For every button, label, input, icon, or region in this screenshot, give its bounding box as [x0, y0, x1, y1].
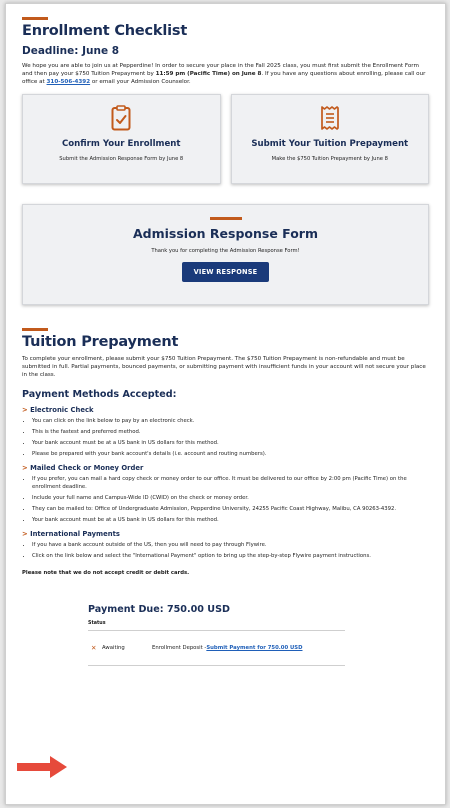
checklist-intro: We hope you are able to join us at Pepperdine! In order to secure your place in the Fall 2025 class, you must first submit the Enrollment Form and then pay your $750 Tuition Prepayment by 11:59 pm (Pacific Time) on June 8. If you have any questions about enrolling, please call our office at 310-506-4392 or email your Admission Counselor.	[22, 63, 426, 85]
confirm-enrollment-sub: Submit the Admission Response Form by June 8	[59, 156, 184, 162]
receipt-icon	[232, 105, 429, 131]
payment-due-title: Payment Due: 750.00 USD	[88, 604, 230, 615]
tuition-title: Tuition Prepayment	[22, 334, 179, 350]
list-item: • If you prefer, you can mail a hard copy check or money order to our office. It must be delivered to our office by 2:00 pm (Pacific Time) on the enrollment deadline.	[32, 475, 429, 491]
mailed-check-list	[22, 475, 429, 524]
list-item: • This is the fastest and preferred method.	[32, 428, 429, 436]
tuition-prepayment-title: Submit Your Tuition Prepayment	[251, 139, 409, 149]
payment-row	[88, 644, 429, 652]
deadline: Deadline: June 8	[22, 45, 120, 57]
divider	[88, 665, 345, 666]
mailed-check-heading: > Mailed Check or Money Order	[22, 464, 144, 472]
checklist-cards	[22, 94, 429, 184]
tuition-prepayment-sub: Make the $750 Tuition Prepayment by June 8	[271, 156, 388, 162]
list-item: • Click on the link below and select the "International Payment" option to bring up the step-by-step Flywire payment instructions.	[32, 552, 429, 560]
electronic-check-heading: > Electronic Check	[22, 406, 94, 414]
divider	[88, 630, 345, 631]
payment-methods-title: Payment Methods Accepted:	[22, 389, 177, 400]
international-payments-list	[22, 541, 429, 560]
status-header: Status	[88, 621, 106, 626]
list-item: • Include your full name and Campus-Wide ID (CWID) on the check or money order.	[32, 494, 429, 502]
accent-bar	[210, 217, 242, 220]
list-item: • Your bank account must be at a US bank in US dollars for this method.	[32, 439, 429, 447]
list-item: • If you have a bank account outside of the US, then you will need to pay through Flywire.	[32, 541, 429, 549]
view-response-button[interactable]: VIEW RESPONSE	[182, 262, 270, 282]
admission-response-title: Admission Response Form	[133, 226, 318, 241]
submit-payment-link[interactable]: Submit Payment for 750.00 USD	[206, 645, 303, 651]
card-note: Please note that we do not accept credit or debit cards.	[22, 570, 190, 576]
clipboard-check-icon	[23, 105, 220, 131]
list-item: • They can be mailed to: Office of Undergraduate Admission, Pepperdine University, 24255 Pacific Coast Highway, Malibu, CA 90263-4392.	[32, 505, 429, 513]
accent-bar	[22, 17, 48, 20]
list-item: • Your bank account must be at a US bank in US dollars for this method.	[32, 516, 429, 524]
tuition-prepayment-card[interactable]	[231, 94, 430, 184]
enrollment-page	[5, 3, 446, 805]
payment-item: Enrollment Deposit -	[152, 645, 207, 651]
confirm-enrollment-title: Confirm Your Enrollment	[61, 139, 181, 149]
confirm-enrollment-card[interactable]	[22, 94, 221, 184]
phone-link[interactable]: 310-506-4392	[46, 79, 91, 85]
status-text: Awaiting	[102, 645, 125, 651]
international-payments-heading: > International Payments	[22, 530, 120, 538]
electronic-check-list	[22, 417, 429, 458]
admission-response-sub: Thank you for completing the Admission Response Form!	[151, 248, 300, 254]
list-item: • Please be prepared with your bank account's details (i.e. account and routing numbers).	[32, 450, 429, 458]
admission-response-card	[22, 204, 429, 305]
checklist-title: Enrollment Checklist	[22, 23, 188, 39]
content	[6, 4, 445, 666]
red-arrow-icon	[14, 754, 70, 784]
payment-due-section	[88, 604, 429, 666]
accent-bar	[22, 328, 48, 331]
tuition-intro: To complete your enrollment, please submit your $750 Tuition Prepayment. The $750 Tuition Prepayment is non-refundable and must be submitted in full. Partial payments, bounced payments, or submitting payment with insufficient funds in your account will not secure your place in the class.	[22, 356, 426, 378]
list-item: • You can click on the link below to pay by an electronic check.	[32, 417, 429, 425]
close-icon: ✕	[91, 644, 97, 652]
